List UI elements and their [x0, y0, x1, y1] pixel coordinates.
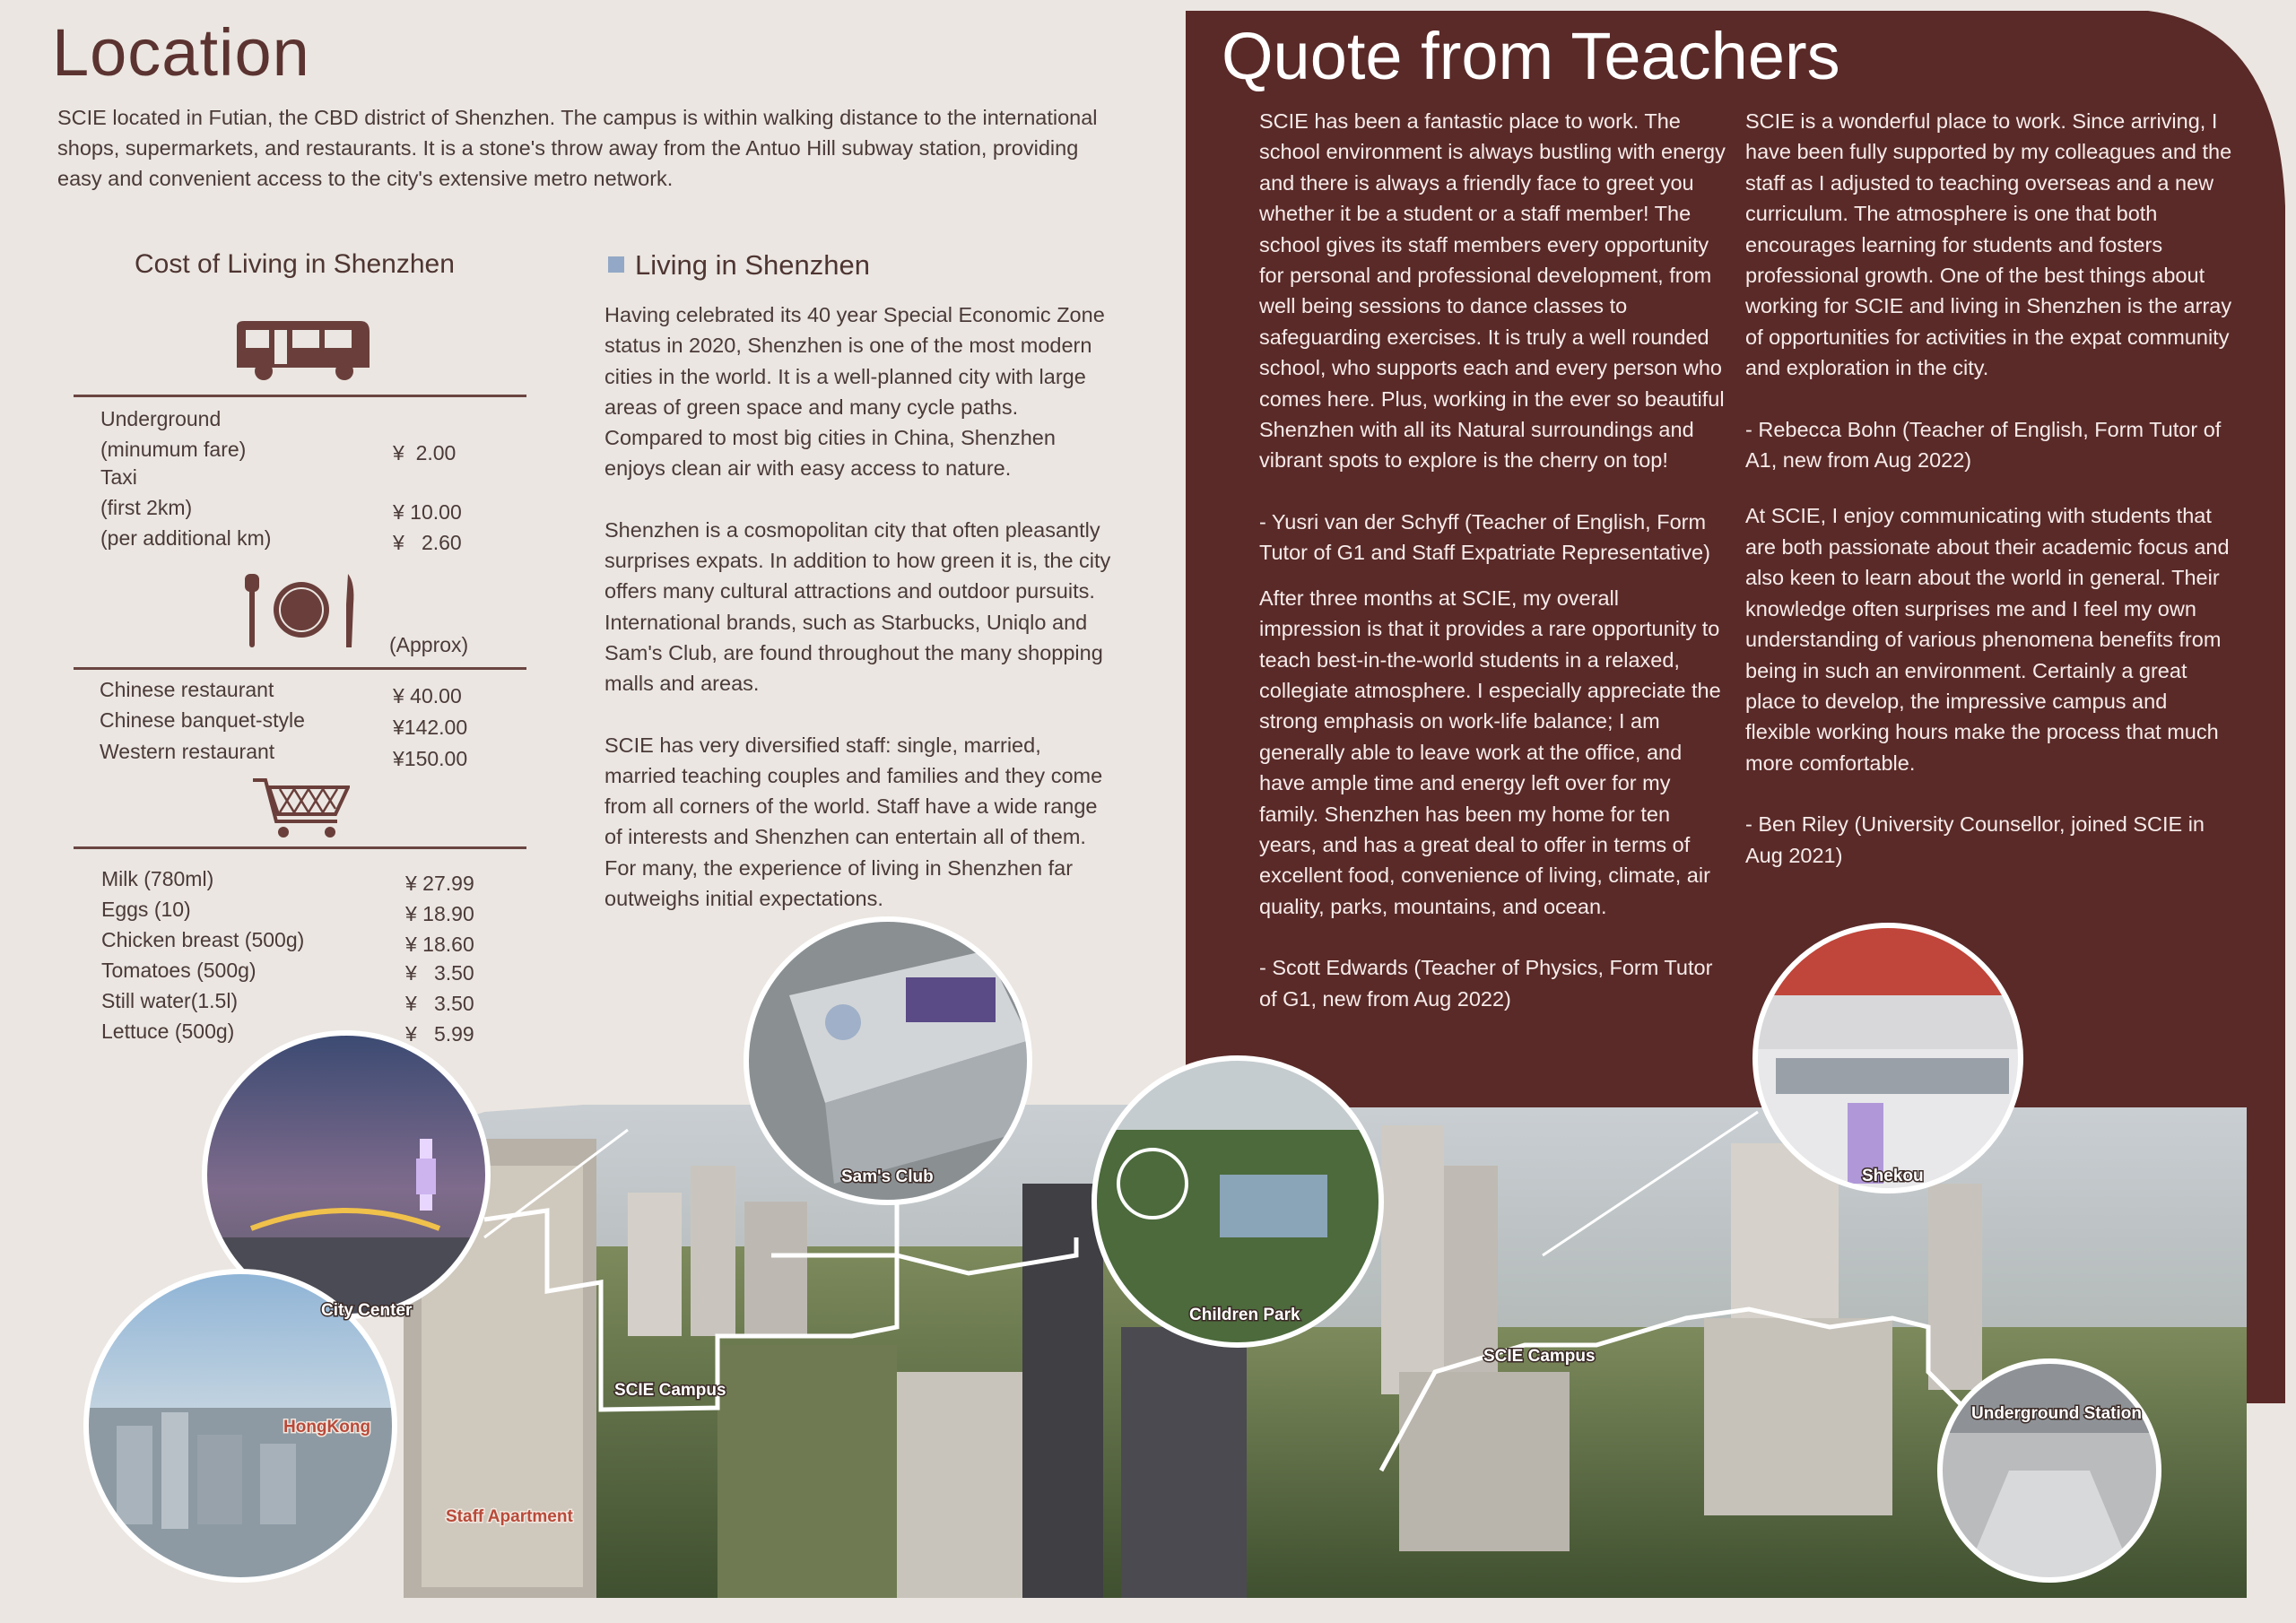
cost-label-underground: Underground	[100, 407, 222, 430]
cost-label-banquet: Chinese banquet-style	[100, 708, 305, 732]
quote-attribution: - Rebecca Bohn (Teacher of English, Form Tutor of A1, new from Aug 2022)	[1745, 417, 2222, 473]
quote-text: SCIE is a wonderful place to work. Since arriving, I have been fully supported by my colleagues and the staff as I adjusted to teaching overseas and a new curriculum. The atmosphere is one that both encourages learning for students and fosters professional growth. One of the best things about working for SCIE and living in Shenzhen is the array of opportunities for activities in the expat community and exploration in the city.	[1745, 109, 2232, 380]
quote-attribution: - Yusri van der Schyff (Teacher of English, Form Tutor of G1 and Staff Expatriate Representative)	[1259, 509, 1710, 565]
caption-underground-station: Underground Station	[1971, 1404, 2142, 1423]
caption-scie-campus-left: SCIE Campus	[614, 1381, 726, 1400]
cutlery-plate-icon	[242, 574, 361, 647]
quote-text: SCIE has been a fantastic place to work. The school environment is always bustling with energy and there is always a friendly face to greet you whether it be a student or a staff member! The school gives its staff members every opportunity for personal and professional development, from well being sessions to dance classes to safeguarding exercises. It is truly a well rounded school, who supports each and every person who comes here. Plus, working in the ever so beautiful Shenzhen with all its Natural surroundings and vibrant spots to explore is the cherry on top!	[1259, 109, 1726, 473]
square-bullet-icon	[608, 256, 624, 273]
cost-label-lettuce: Lettuce (500g)	[101, 1020, 235, 1043]
cost-value-first-2km: ¥ 10.00	[393, 500, 462, 524]
shekou-photo	[1755, 925, 2021, 1191]
location-title: Location	[52, 15, 310, 90]
approx-label: (Approx)	[389, 633, 469, 656]
cost-value-chinese-restaurant: ¥ 40.00	[393, 684, 462, 707]
caption-staff-apartment: Staff Apartment	[446, 1507, 573, 1526]
quote-attribution: - Scott Edwards (Teacher of Physics, Form Tutor of G1, new from Aug 2022)	[1259, 956, 1713, 1011]
cost-label-min-fare: (minumum fare)	[100, 438, 247, 461]
cost-label-chinese-restaurant: Chinese restaurant	[100, 678, 274, 701]
caption-sams-club: Sam's Club	[841, 1167, 934, 1186]
bus-icon	[230, 319, 371, 382]
divider-transport	[74, 395, 526, 397]
sams-club-photo	[746, 919, 1030, 1202]
caption-city-center: City Center	[321, 1301, 413, 1320]
cost-value-banquet: ¥142.00	[393, 716, 468, 739]
cost-label-tomatoes: Tomatoes (500g)	[101, 959, 257, 982]
children-park-photo	[1094, 1058, 1381, 1345]
quotes-title: Quote from Teachers	[1222, 19, 1840, 93]
cost-value-western: ¥150.00	[393, 747, 468, 770]
living-paragraph: Shenzhen is a cosmopolitan city that often pleasantly surprises expats. In addition to how green it is, the city offers many cultural attractions and outdoor pursuits. International brands, such as Starbucks, Uniqlo and Sam's Club, are found throughout the many shopping malls and areas.	[604, 517, 1111, 696]
cost-value-milk: ¥ 27.99	[405, 872, 474, 895]
cost-label-per-km: (per additional km)	[100, 526, 272, 550]
living-title-text: Living in Shenzhen	[635, 249, 870, 281]
cost-label-eggs: Eggs (10)	[101, 898, 191, 921]
cost-value-min-fare: ¥ 2.00	[393, 441, 457, 464]
cost-value-per-km: ¥ 2.60	[393, 531, 462, 554]
quotes-right-column	[1745, 106, 2237, 901]
caption-hongkong: HongKong	[283, 1418, 371, 1436]
cost-value-tomatoes: ¥ 3.50	[405, 961, 474, 985]
living-paragraph: SCIE has very diversified staff: single, married, married teaching couples and families and they come from all corners of the world. Staff have a wide range of interests and Shenzhen can entertain all of them. For many, the experience of living in Shenzhen far outweighs initial expectations.	[604, 733, 1103, 911]
underground-station-photo	[1940, 1361, 2159, 1580]
caption-children-park: Children Park	[1189, 1306, 1300, 1324]
cost-value-water: ¥ 3.50	[405, 992, 474, 1015]
shopping-cart-icon	[253, 777, 350, 839]
cost-value-eggs: ¥ 18.90	[405, 902, 474, 925]
living-paragraph: Having celebrated its 40 year Special Economic Zone status in 2020, Shenzhen is one of the most modern cities in the world. It is a well-planned city with large areas of green space and many cycle paths. Compared to most big cities in China, Shenzhen enjoys clean air with easy access to nature.	[604, 303, 1105, 481]
divider-grocery	[74, 846, 526, 849]
quote-text: At SCIE, I enjoy communicating with students that are both passionate about their academic focus and also keen to learn about the world in general. Their knowledge often surprises me and I feel my own understanding of various phenomena benefits from being in such an environment. Certainly a great place to develop, the impressive campus and flexible working hours make the process that much more comfortable.	[1745, 504, 2230, 775]
cost-label-first-2km: (first 2km)	[100, 496, 193, 519]
cost-value-lettuce: ¥ 5.99	[405, 1022, 474, 1046]
cost-of-living-title: Cost of Living in Shenzhen	[135, 249, 455, 279]
living-in-shenzhen-body	[604, 299, 1116, 944]
cost-label-taxi: Taxi	[100, 465, 137, 489]
living-in-shenzhen-heading	[608, 249, 870, 282]
caption-shekou: Shekou	[1862, 1167, 1924, 1185]
cost-label-western: Western restaurant	[100, 740, 275, 763]
quote-text: After three months at SCIE, my overall impression is that it provides a rare opportunity to teach best-in-the-world students in a relaxed, collegiate atmosphere. I especially appreciate the strong emphasis on work-life balance; I am generally able to leave work at the office, and have ample time and energy left over for my family. Shenzhen has been my home for ten years, and has a great deal to offer in terms of excellent food, convenience of living, climate, air quality, parks, mountains, and ocean.	[1259, 586, 1721, 918]
quote-attribution: - Ben Riley (University Counsellor, joined SCIE in Aug 2021)	[1745, 812, 2205, 867]
location-intro: SCIE located in Futian, the CBD district of Shenzhen. The campus is within walking distance to the international shops, supermarkets, and restaurants. It is a stone's throw away from the Antuo Hill subway station, providing easy and convenient access to the city's extensive metro network.	[57, 106, 1098, 190]
divider-dining	[74, 667, 526, 670]
caption-scie-campus-right: SCIE Campus	[1483, 1347, 1596, 1366]
quotes-left-column	[1259, 106, 1726, 1045]
cost-value-chicken: ¥ 18.60	[405, 933, 474, 956]
cost-label-water: Still water(1.5l)	[101, 989, 239, 1012]
cost-label-chicken: Chicken breast (500g)	[101, 928, 305, 951]
cost-label-milk: Milk (780ml)	[101, 867, 214, 890]
